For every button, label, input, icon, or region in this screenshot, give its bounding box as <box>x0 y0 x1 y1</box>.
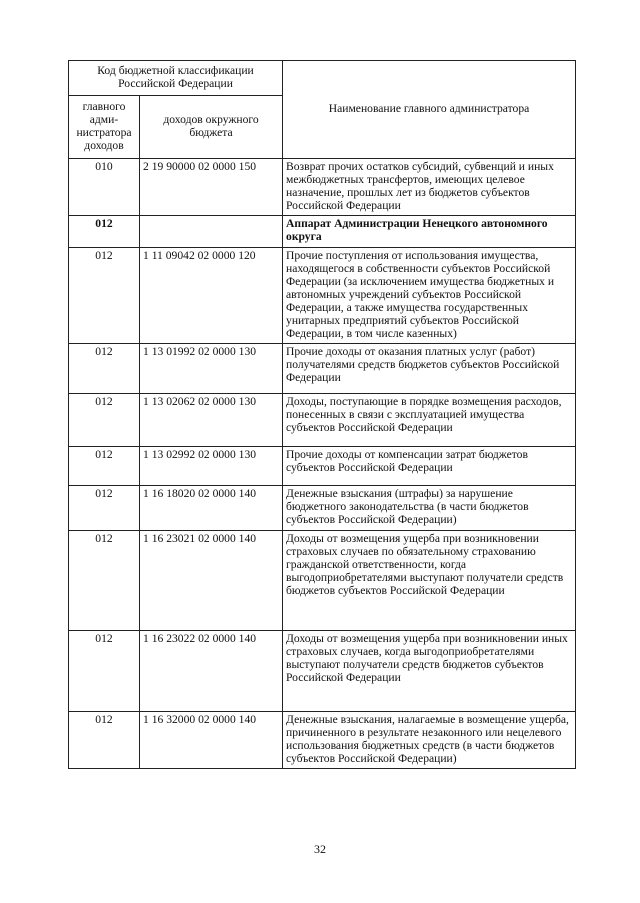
table-row <box>69 530 576 630</box>
header-budget-classification: Код бюджетной классификации Российской Федерации <box>69 61 283 96</box>
table-row <box>69 159 576 216</box>
admin-code-cell: 012 <box>69 486 140 530</box>
administrator-name-cell: Доходы, поступающие в порядке возмещения расходов, понесенных в связи с эксплуатацией имущества субъектов Российской Федерации <box>283 394 576 447</box>
revenue-code-cell: 1 13 02992 02 0000 130 <box>140 447 283 486</box>
admin-code-cell: 012 <box>69 447 140 486</box>
admin-code-cell: 012 <box>69 247 140 344</box>
administrator-name-cell: Прочие доходы от оказания платных услуг (работ) получателями средств бюджетов субъектов Российской Федерации <box>283 344 576 394</box>
admin-code-cell: 012 <box>69 394 140 447</box>
header-main-administrator: главного адми-нистратора доходов <box>69 96 140 159</box>
table-row <box>69 711 576 768</box>
header-district-revenue: доходов окружного бюджета <box>140 96 283 159</box>
admin-code-cell: 012 <box>69 630 140 711</box>
administrator-name-cell: Денежные взыскания, налагаемые в возмещение ущерба, причиненного в результате незаконного или нецелевого использования бюджетных средств (в части бюджетов субъектов Российской Федерации) <box>283 711 576 768</box>
revenue-code-cell: 1 16 32000 02 0000 140 <box>140 711 283 768</box>
table-row <box>69 247 576 344</box>
revenue-code-cell: 1 16 18020 02 0000 140 <box>140 486 283 530</box>
revenue-code-cell: 2 19 90000 02 0000 150 <box>140 159 283 216</box>
revenue-code-cell: 1 11 09042 02 0000 120 <box>140 247 283 344</box>
page-number: 32 <box>314 842 326 856</box>
admin-code-cell: 012 <box>69 216 140 247</box>
table-row <box>69 394 576 447</box>
revenue-code-cell: 1 16 23021 02 0000 140 <box>140 530 283 630</box>
administrator-name-cell: Доходы от возмещения ущерба при возникновении страховых случаев по обязательному страхованию гражданской ответственности, когда выгодоприобретателями выступают получатели средств бюджетов субъектов Российской Федерации <box>283 530 576 630</box>
revenue-code-cell: 1 16 23022 02 0000 140 <box>140 630 283 711</box>
table-group-row <box>69 216 576 247</box>
administrator-name-cell: Денежные взыскания (штрафы) за нарушение бюджетного законодательства (в части бюджетов субъектов Российской Федерации) <box>283 486 576 530</box>
header-administrator-name: Наименование главного администратора <box>283 61 576 159</box>
admin-code-cell: 012 <box>69 344 140 394</box>
admin-code-cell: 012 <box>69 530 140 630</box>
table-header-row <box>69 61 576 96</box>
administrator-name-cell: Возврат прочих остатков субсидий, субвенций и иных межбюджетных трансфертов, имеющих целевое назначение, прошлых лет из бюджетов субъектов Российской Федерации <box>283 159 576 216</box>
table-row <box>69 447 576 486</box>
administrator-name-cell: Прочие поступления от использования имущества, находящегося в собственности субъектов Российской Федерации (за исключением имущества бюджетных и автономных учреждений субъектов Российской Федерации, а также имущества государственных унитарных предприятий субъектов Российской Федерации, в том числе казенных) <box>283 247 576 344</box>
document-page <box>68 60 575 769</box>
revenue-administrators-table <box>68 60 576 769</box>
administrator-name-cell: Аппарат Администрации Ненецкого автономного округа <box>283 216 576 247</box>
table-row <box>69 630 576 711</box>
table-row <box>69 486 576 530</box>
table-row <box>69 344 576 394</box>
admin-code-cell: 012 <box>69 711 140 768</box>
admin-code-cell: 010 <box>69 159 140 216</box>
revenue-code-cell: 1 13 01992 02 0000 130 <box>140 344 283 394</box>
administrator-name-cell: Прочие доходы от компенсации затрат бюджетов субъектов Российской Федерации <box>283 447 576 486</box>
administrator-name-cell: Доходы от возмещения ущерба при возникновении иных страховых случаев, когда выгодоприобретателями выступают получатели средств бюджетов субъектов Российской Федерации <box>283 630 576 711</box>
revenue-code-cell <box>140 216 283 247</box>
revenue-code-cell: 1 13 02062 02 0000 130 <box>140 394 283 447</box>
